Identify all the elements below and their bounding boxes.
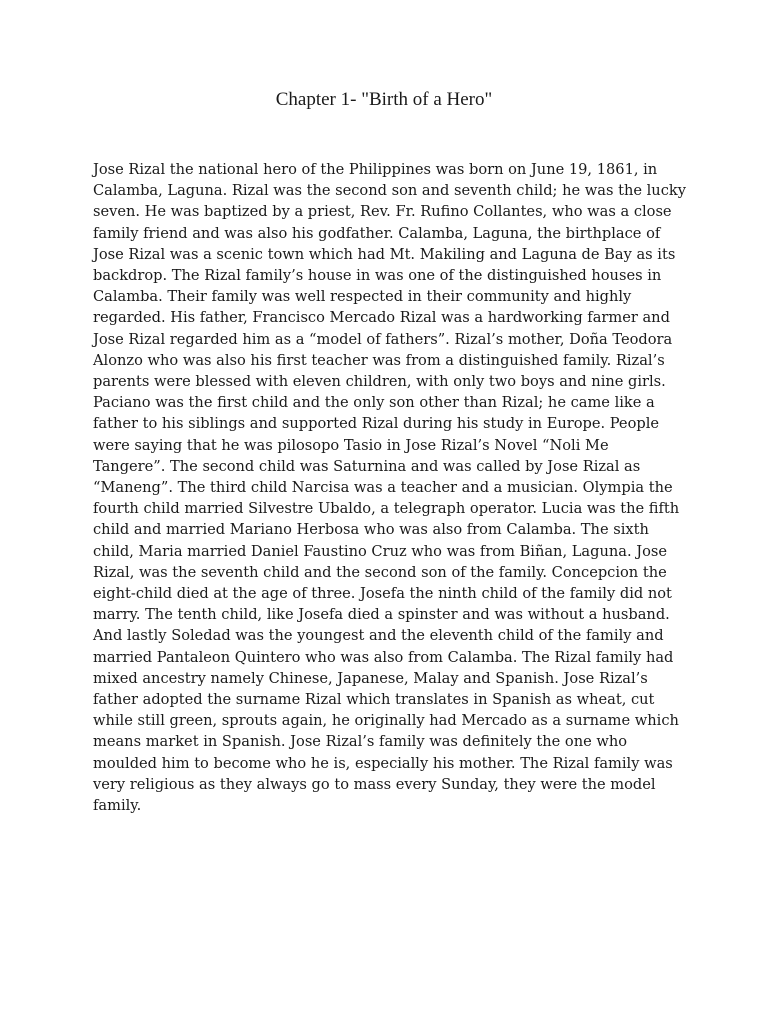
text-line: regarded. His father, Francisco Mercado Rizal was a hardworking farmer and <box>93 309 670 327</box>
text-line: Tangere”. The second child was Saturnina and was called by Jose Rizal as <box>93 457 641 475</box>
text-line: backdrop. The Rizal family’s house in was one of the distinguished houses in <box>93 267 662 285</box>
text-line: mixed ancestry namely Chinese, Japanese, Malay and Spanish. Jose Rizal’s <box>93 669 648 687</box>
text-line: child and married Mariano Herbosa who was also from Calamba. The sixth <box>93 521 649 539</box>
page-title: Chapter 1- "Birth of a Hero" <box>275 89 493 110</box>
text-line: married Pantaleon Quintero who was also from Calamba. The Rizal family had <box>93 648 674 666</box>
text-line: “Maneng”. The third child Narcisa was a teacher and a musician. Olympia the <box>93 479 673 497</box>
text-line: fourth child married Silvestre Ubaldo, a telegraph operator. Lucia was the fifth <box>93 500 680 518</box>
text-line: while still green, sprouts again, he originally had Mercado as a surname which <box>93 712 679 730</box>
text-line: Rizal, was the seventh child and the second son of the family. Concepcion the <box>93 563 667 581</box>
text-line: Jose Rizal the national hero of the Philippines was born on June 19, 1861, in <box>93 161 658 178</box>
text-line: were saying that he was pilosopo Tasio in Jose Rizal’s Novel “Noli Me <box>93 436 609 454</box>
text-line: eight-child died at the age of three. Josefa the ninth child of the family did not <box>93 585 672 603</box>
text-line: very religious as they always go to mass every Sunday, they were the model <box>93 775 656 793</box>
text-line: Paciano was the first child and the only son other than Rizal; he came like a <box>93 394 655 412</box>
text-line: moulded him to become who he is, especially his mother. The Rizal family was <box>93 754 673 772</box>
text-line: Calamba, Laguna. Rizal was the second son and seventh child; he was the lucky <box>93 182 686 200</box>
text-line: marry. The tenth child, like Josefa died a spinster and was without a husband. <box>93 606 670 624</box>
text-line: Jose Rizal was a scenic town which had Mt. Makiling and Laguna de Bay as its <box>93 245 676 263</box>
text-line: And lastly Soledad was the youngest and the eleventh child of the family and <box>93 627 664 645</box>
text-line: Alonzo who was also his first teacher was from a distinguished family. Rizal’s <box>93 351 665 369</box>
text-line: Jose Rizal regarded him as a “model of fathers”. Rizal’s mother, Doña Teodora <box>93 330 673 348</box>
text-line: Calamba. Their family was well respected in their community and highly <box>93 288 632 306</box>
text-line: means market in Spanish. Jose Rizal’s family was definitely the one who <box>93 733 628 751</box>
text-line: parents were blessed with eleven children, with only two boys and nine girls. <box>93 373 666 391</box>
text-line: family. <box>93 797 142 815</box>
text-line: family friend and was also his godfather. Calamba, Laguna, the birthplace of <box>93 224 661 242</box>
text-line: seven. He was baptized by a priest, Rev. Fr. Rufino Collantes, who was a close <box>93 203 672 221</box>
body-paragraph <box>93 159 686 816</box>
text-line: child, Maria married Daniel Faustino Cruz who was from Biñan, Laguna. Jose <box>93 542 668 560</box>
text-line: father to his siblings and supported Rizal during his study in Europe. People <box>93 415 659 433</box>
text-line: father adopted the surname Rizal which translates in Spanish as wheat, cut <box>93 691 655 709</box>
